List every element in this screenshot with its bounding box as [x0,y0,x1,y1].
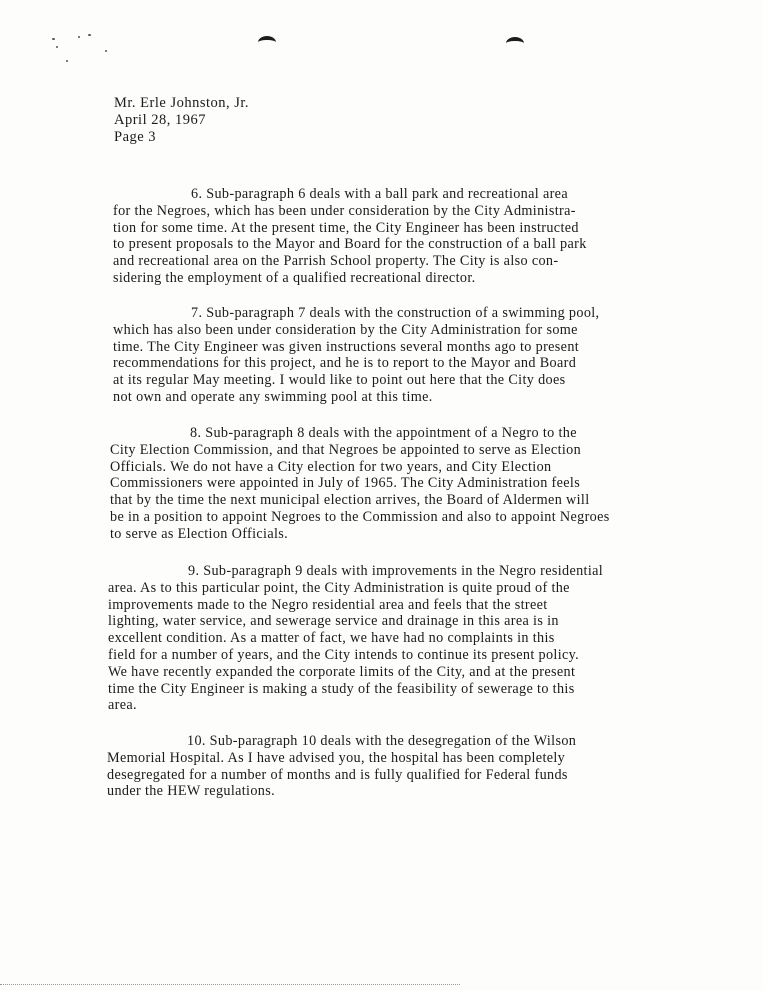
paragraph-line: Officials. We do not have a City election for two years, and City Election [110,458,552,475]
scan-speck [105,50,107,52]
paragraph-line: at its regular May meeting. I would like to point out here that the City does [113,372,566,389]
paragraph-line: lighting, water service, and sewerage service and drainage in this area is in [108,613,559,630]
paragraph-line: 8. Sub-paragraph 8 deals with the appointment of a Negro to the [190,425,577,441]
paragraph-line: time. The City Engineer was given instructions several months ago to present [113,338,580,355]
paragraph-line: 7. Sub-paragraph 7 deals with the construction of a swimming pool, [191,305,600,321]
recipient-name: Mr. Erle Johnston, Jr. [114,95,250,111]
paragraph-line: not own and operate any swimming pool at this time. [113,388,433,405]
paragraph-line: and recreational area on the Parrish School property. The City is also con- [113,253,559,270]
paragraph-line: 9. Sub-paragraph 9 deals with improvements in the Negro residential [188,563,604,579]
paragraph-line: field for a number of years, and the City intends to continue its present policy. [108,646,580,663]
paragraph-line: to present proposals to the Mayor and Board for the construction of a ball park [113,236,587,253]
paragraph-line: improvements made to the Negro residential area and feels that the street [108,596,548,613]
scan-speck [52,38,55,40]
paragraph-line: City Election Commission, and that Negroes be appointed to serve as Election [110,441,582,458]
letter-header [114,95,249,146]
punch-hole-mark-left [258,36,276,49]
scan-speck [88,34,91,36]
punch-hole-mark-right [506,37,524,50]
paragraph-line: to serve as Election Officials. [110,525,289,542]
paragraph-line: sidering the employment of a qualified recreational director. [113,269,476,286]
paragraph-line: which has also been under consideration by the City Administration for some [113,321,578,338]
scan-bottom-edge [0,984,460,988]
paragraph-line: tion for some time. At the present time, the City Engineer has been instructed [113,219,579,236]
scan-speck [56,46,58,48]
paragraph-line: area. [108,697,137,714]
paragraph-line: Commissioners were appointed in July of 1965. The City Administration feels [110,475,581,492]
paragraph-line: 10. Sub-paragraph 10 deals with the desegregation of the Wilson [187,733,577,749]
paragraph-8 [110,425,610,543]
paragraph-line: Memorial Hospital. As I have advised you, the hospital has been completely [107,749,566,766]
paragraph-line: 6. Sub-paragraph 6 deals with a ball park and recreational area [191,186,568,202]
paragraph-6 [113,186,587,287]
paragraph-9 [108,563,603,714]
scan-speck [78,36,80,38]
paragraph-line: that by the time the next municipal election arrives, the Board of Aldermen will [110,492,590,509]
paragraph-line: We have recently expanded the corporate limits of the City, and at the present [108,663,576,680]
paragraph-line: desegregated for a number of months and is fully qualified for Federal funds [107,766,568,783]
scan-edge-marks [480,0,763,3]
scan-speck [66,60,68,62]
paragraph-line: excellent condition. As a matter of fact, we have had no complaints in this [108,630,555,647]
paragraph-7 [113,305,599,406]
paragraph-line: area. As to this particular point, the City Administration is quite proud of the [108,579,570,596]
paragraph-line: for the Negroes, which has been under consideration by the City Administra- [113,202,576,219]
paragraph-line: time the City Engineer is making a study of the feasibility of sewerage to this [108,680,575,697]
paragraph-line: recommendations for this project, and he is to report to the Mayor and Board [113,355,577,372]
page-number: Page 3 [114,129,157,145]
paragraph-10 [107,733,576,800]
paragraph-line: be in a position to appoint Negroes to the Commission and also to appoint Negroes [110,508,610,525]
letter-date: April 28, 1967 [114,112,206,128]
paragraph-line: under the HEW regulations. [107,783,276,800]
